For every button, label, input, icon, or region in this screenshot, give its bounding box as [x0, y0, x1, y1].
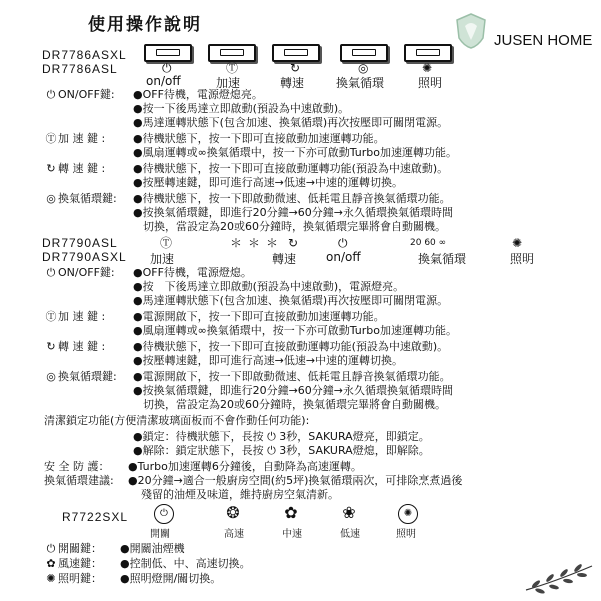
- rotate-icon: ↻: [290, 61, 301, 75]
- key-label: 加速: [150, 252, 175, 266]
- key-label: on/off: [326, 250, 361, 264]
- lock-line: ●解除：鎖定狀態下，長按 ⏻ 3秒，SAKURA燈熄，即解除。: [133, 444, 430, 457]
- power-icon: ⏻: [154, 504, 174, 524]
- item-text: ●馬達運轉狀態下(包含加速、換氣循環)再次按壓即可關閉電源。: [133, 116, 449, 129]
- light-icon: ✺: [512, 236, 523, 250]
- key-label: 加速: [216, 76, 241, 90]
- light-icon: ✺: [398, 504, 418, 524]
- item-text: 切換，當設定為20或60分鐘時，換氣循環完畢將會自動關機。: [143, 398, 446, 411]
- rotate-icon: ↻: [46, 162, 56, 175]
- key-label: 低速: [340, 529, 360, 540]
- key-label: 開關: [150, 529, 170, 540]
- leaf-decoration: [524, 560, 594, 596]
- item-label: ⏻ 開關鍵：: [44, 542, 102, 556]
- item-text: ●待機狀態下，按一下即可直接啟動加速運轉功能。: [133, 132, 385, 145]
- item-label: ✺ 照明鍵：: [44, 572, 102, 586]
- power-icon: ⏻: [46, 88, 56, 101]
- item-text: ●按換氣循環鍵，即進行20分鐘→60分鐘→永久循環換氣循環時間: [133, 206, 454, 219]
- item-text: ●OFF待機，電源燈熄亮。: [133, 88, 263, 101]
- item-label: Ⓣ 加 速 鍵 :: [45, 132, 106, 145]
- boost-icon: Ⓣ: [226, 61, 239, 75]
- key-label: 照明: [418, 76, 443, 90]
- rotate-icon: ↻: [288, 236, 299, 250]
- cycle-icon: ◎: [46, 370, 56, 383]
- item-text: ●OFF待機，電源燈熄。: [133, 266, 252, 279]
- power-icon: ⏻: [46, 266, 56, 279]
- boost-icon: Ⓣ: [45, 132, 57, 145]
- item-text: ●按壓轉速鍵，即可進行高速→低速→中速的運轉切換。: [133, 176, 404, 189]
- advice-label: 換氣循環建議:: [44, 474, 114, 487]
- boost-key: [208, 44, 256, 62]
- onoff-key: [144, 44, 192, 62]
- item-text: ●開關油煙機: [120, 542, 185, 555]
- item-label: Ⓣ 加 速 鍵 :: [45, 310, 106, 323]
- fan-low-icon: ❀: [342, 503, 356, 522]
- fan-medium-icon: ✿: [284, 503, 298, 522]
- safety-text: ●Turbo加速運轉6分鐘後，自動降為高速運轉。: [128, 460, 362, 473]
- safety-label: 安 全 防 護：: [44, 460, 110, 473]
- model-number: DR7786ASXL: [42, 48, 127, 62]
- page-title: 使用操作說明: [88, 15, 202, 35]
- lock-heading: 清潔鎖定功能(方便清潔玻璃面板而不會作動任何功能):: [44, 414, 310, 427]
- brand-name: JUSEN HOME: [494, 32, 593, 49]
- model-number: DR7786ASL: [42, 62, 118, 76]
- boost-icon: Ⓣ: [160, 236, 173, 250]
- model-number: DR7790ASXL: [42, 250, 127, 264]
- timer-text: 20 60 ∞: [410, 238, 447, 248]
- item-text: ●待機狀態下，按一下即可直接啟動運轉功能(預設為中速啟動)。: [133, 162, 449, 175]
- item-label: ◎ 換氣循環鍵:: [44, 192, 117, 206]
- item-text: ●待機狀態下，按一下即啟動微速、低耗電且靜音換氣循環功能。: [133, 192, 451, 205]
- item-text: ●按一下後馬達立即啟動(預設為中速啟動)。: [133, 102, 350, 115]
- item-text: ●風扇運轉或∞換氣循環中，按一下亦可啟動Turbo加速運轉功能。: [133, 324, 458, 337]
- key-label: 換氣循環: [336, 76, 385, 90]
- key-label: 換氣循環: [418, 252, 467, 266]
- item-label: ↻ 轉 速 鍵 :: [44, 340, 105, 354]
- light-icon: ✺: [422, 61, 433, 75]
- item-label: ↻ 轉 速 鍵 :: [44, 162, 105, 176]
- item-text: ●控制低、中、高速切換。: [120, 557, 251, 570]
- item-text: ●待機狀態下，按一下即可直接啟動運轉功能(預設為中速啟動)。: [133, 340, 449, 353]
- key-label: 照明: [396, 529, 416, 540]
- advice-text: ●20分鐘→適合一般廚房空間(約5坪)換氣循環兩次，可排除烹煮過後: [128, 474, 463, 487]
- key-label: 照明: [510, 252, 535, 266]
- power-icon: ⏻: [162, 61, 172, 75]
- ventilation-key: [340, 44, 388, 62]
- light-icon: ✺: [46, 572, 56, 585]
- item-text: ●按換氣循環鍵，即進行20分鐘→60分鐘→永久循環換氣循環時間: [133, 384, 454, 397]
- rotate-icon: ↻: [46, 340, 56, 353]
- cycle-icon: ◎: [358, 61, 369, 75]
- boost-icon: Ⓣ: [45, 310, 57, 323]
- item-label: ✿ 風速鍵：: [44, 557, 102, 571]
- power-icon: ⏻: [46, 542, 56, 555]
- advice-text: 殘留的油煙及味道，維持廚房空氣清新。: [141, 488, 339, 501]
- item-label: ◎ 換氣循環鍵:: [44, 370, 117, 384]
- lock-line: ●鎖定：待機狀態下，長按 ⏻ 3秒，SAKURA燈亮，即鎖定。: [133, 430, 430, 443]
- key-label: 轉速: [280, 76, 305, 90]
- item-text: ●電源開啟下，按一下即啟動微速、低耗電且靜音換氣循環功能。: [133, 370, 451, 383]
- brand-logo: [454, 12, 488, 50]
- item-text: ●按 下後馬達立即啟動(預設為中速啟動)，電源燈亮。: [133, 280, 405, 293]
- power-icon: ⏻: [338, 236, 348, 250]
- item-text: ●馬達運轉狀態下(包含加速、換氣循環)再次按壓即可關閉電源。: [133, 294, 449, 307]
- item-text: ●照明燈開/關切換。: [120, 572, 222, 585]
- item-text: ●按壓轉速鍵，即可進行高速→低速→中速的運轉切換。: [133, 354, 404, 367]
- key-label: 中速: [282, 529, 302, 540]
- key-label: 轉速: [272, 252, 297, 266]
- item-label: ⏻ ON/OFF鍵:: [44, 266, 115, 280]
- speed-key: [272, 44, 320, 62]
- model-number: R7722SXL: [62, 510, 129, 524]
- key-label: 高速: [224, 529, 244, 540]
- item-text: 切換，當設定為20或60分鐘時，換氣循環完畢將會自動關機。: [143, 220, 446, 233]
- item-label: ⏻ ON/OFF鍵:: [44, 88, 115, 102]
- key-label: on/off: [146, 74, 181, 88]
- dots-icon: ＊＊＊: [230, 236, 285, 250]
- fan-high-icon: ❂: [226, 503, 240, 522]
- item-text: ●電源開啟下，按一下即可直接啟動加速運轉功能。: [133, 310, 385, 323]
- item-text: ●風扇運轉或∞換氣循環中，按一下亦可啟動Turbo加速運轉功能。: [133, 146, 458, 159]
- light-key: [404, 44, 452, 62]
- cycle-icon: ◎: [46, 192, 56, 205]
- model-number: DR7790ASL: [42, 236, 118, 250]
- fan-icon: ✿: [46, 557, 56, 570]
